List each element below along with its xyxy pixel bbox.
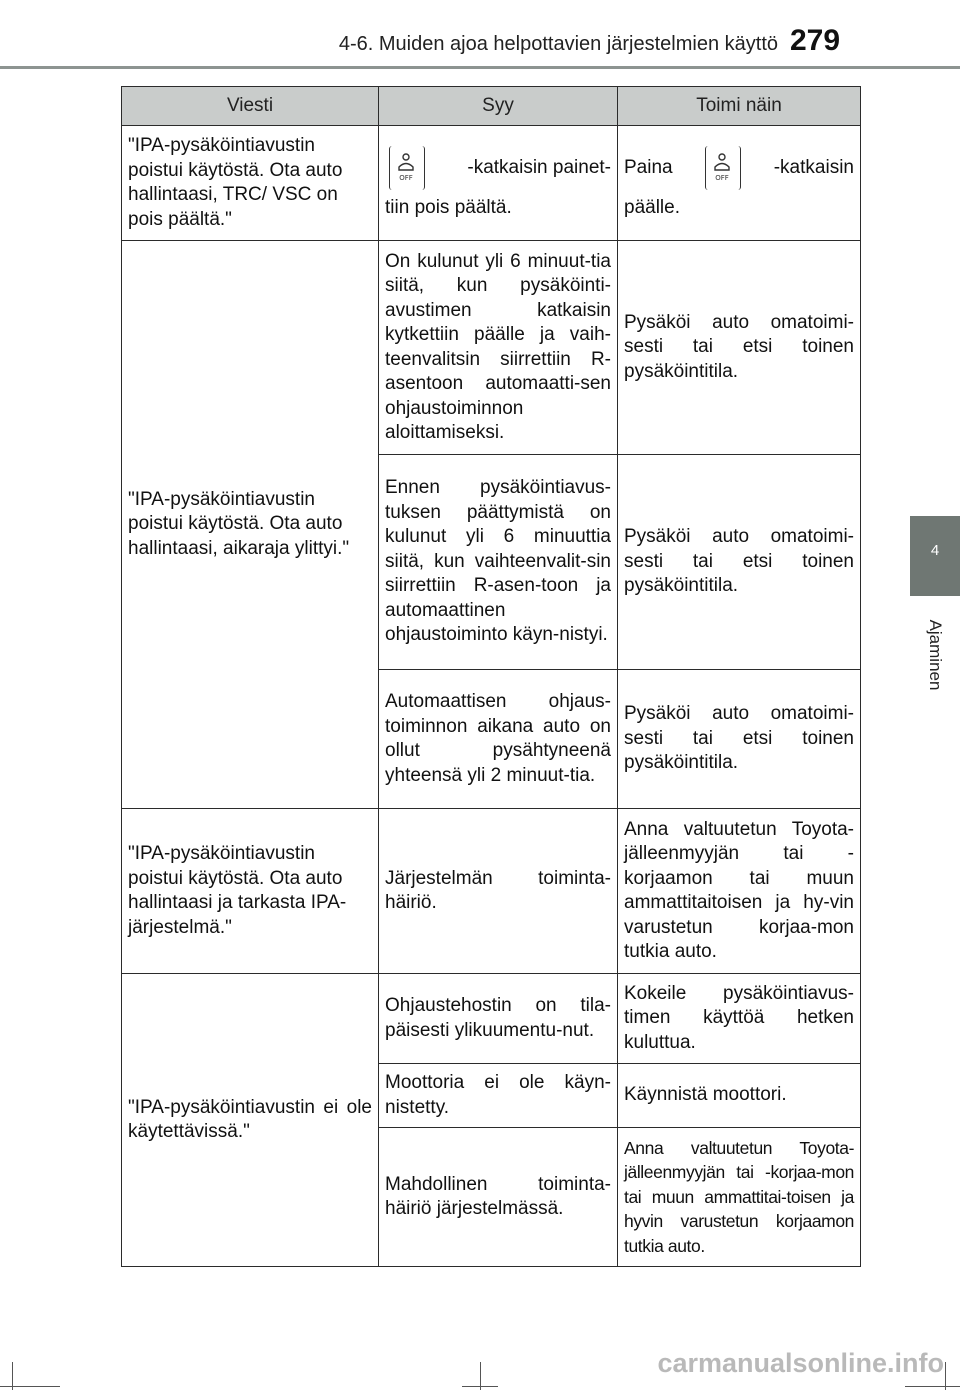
action-text-first: Paina — [624, 156, 673, 178]
chapter-section-title: 4-6. Muiden ajoa helpottavien järjestelmien käyttö — [338, 33, 778, 55]
cause-cell: Mahdollinen toiminta-häiriö järjestelmässä. — [379, 1128, 618, 1267]
header-divider — [0, 66, 960, 69]
cause-cell: Ohjaustehostin on tila-päisesti ylikuumentu-nut. — [379, 974, 618, 1064]
page-number: 279 — [790, 24, 841, 57]
cause-text-first: -katkaisin painet- — [467, 156, 611, 178]
chapter-tab — [910, 516, 960, 596]
action-cell: Anna valtuutetun Toyota-jälleenmyyjän tai -korjaa-mon tai muun ammattitai-toisen ja hyvin varustetun korjaamon tutkia auto. — [618, 1128, 861, 1267]
message-cell: "IPA-pysäköintiavustin poistui käytöstä. Ota auto hallintaasi ja tarkasta IPA-järjestelmä." — [122, 809, 379, 974]
crop-mark — [0, 1386, 60, 1387]
svg-text:OFF: OFF — [715, 173, 729, 182]
action-cell: Anna valtuutetun Toyota-jälleenmyyjän tai -korjaamon tai muun ammattitaitoisen ja hy-vin varustetun korjaa-mon tutkia auto. — [618, 809, 861, 974]
cause-cell: Järjestelmän toiminta-häiriö. — [379, 809, 618, 974]
cause-cell: Automaattisen ohjaus-toiminnon aikana auto on ollut pysähtyneenä yhteensä yli 2 minuut-tia. — [379, 670, 618, 809]
cause-cell: Ennen pysäköintiavus-tuksen päättymistä on kulunut yli 6 minuuttia siitä, kun vaihteenvalit-sin siirrettiin R-asen-toon ja automaattinen ohjaustoiminto käyn-nistyi. — [379, 455, 618, 670]
watermark: carmanualsonline.info — [657, 1348, 944, 1378]
column-header-cause: Syy — [379, 87, 618, 126]
table-header-row — [122, 87, 861, 126]
parking-assist-off-switch-icon — [389, 146, 425, 190]
table-row — [122, 974, 861, 1064]
action-cell — [618, 126, 861, 241]
action-text-rest: päälle. — [624, 196, 680, 218]
table-row — [122, 126, 861, 241]
cause-cell — [379, 126, 618, 241]
cause-cell: On kulunut yli 6 minuut-tia siitä, kun pysäköinti-avustimen katkaisin kytkettiin päälle ja vaih-teenvalitsin siirrettiin R-asentoon automaatti-sen ohjaustoiminnon aloittamiseksi. — [379, 241, 618, 455]
column-header-message: Viesti — [122, 87, 379, 126]
chapter-number: 4 — [930, 542, 940, 559]
table-row — [122, 809, 861, 974]
chapter-tab-label: Ajaminen — [926, 619, 945, 691]
parking-assist-off-switch-icon — [705, 146, 741, 190]
action-cell: Pysäköi auto omatoimi-sesti tai etsi toinen pysäköintitila. — [618, 670, 861, 809]
warning-message-table — [121, 86, 861, 1267]
table-row — [122, 241, 861, 455]
action-cell: Pysäköi auto omatoimi-sesti tai etsi toinen pysäköintitila. — [618, 455, 861, 670]
column-header-action: Toimi näin — [618, 87, 861, 126]
cause-text-rest: tiin pois päältä. — [385, 196, 512, 218]
crop-mark — [462, 1386, 498, 1387]
message-cell: "IPA-pysäköintiavustin poistui käytöstä. Ota auto hallintaasi, TRC/ VSC on pois päältä." — [122, 126, 379, 241]
action-cell: Käynnistä moottori. — [618, 1064, 861, 1128]
cause-cell: Moottoria ei ole käyn-nistetty. — [379, 1064, 618, 1128]
svg-text:OFF: OFF — [399, 173, 413, 182]
action-cell: Pysäköi auto omatoimi-sesti tai etsi toinen pysäköintitila. — [618, 241, 861, 455]
message-cell: "IPA-pysäköintiavustin ei ole käytettävissä." — [122, 974, 379, 1267]
message-cell: "IPA-pysäköintiavustin poistui käytöstä. Ota auto hallintaasi, aikaraja ylittyi." — [122, 241, 379, 809]
action-text-second: -katkaisin — [773, 156, 854, 178]
action-cell: Kokeile pysäköintiavus-timen käyttöä hetken kuluttua. — [618, 974, 861, 1064]
crop-mark — [905, 1386, 960, 1387]
